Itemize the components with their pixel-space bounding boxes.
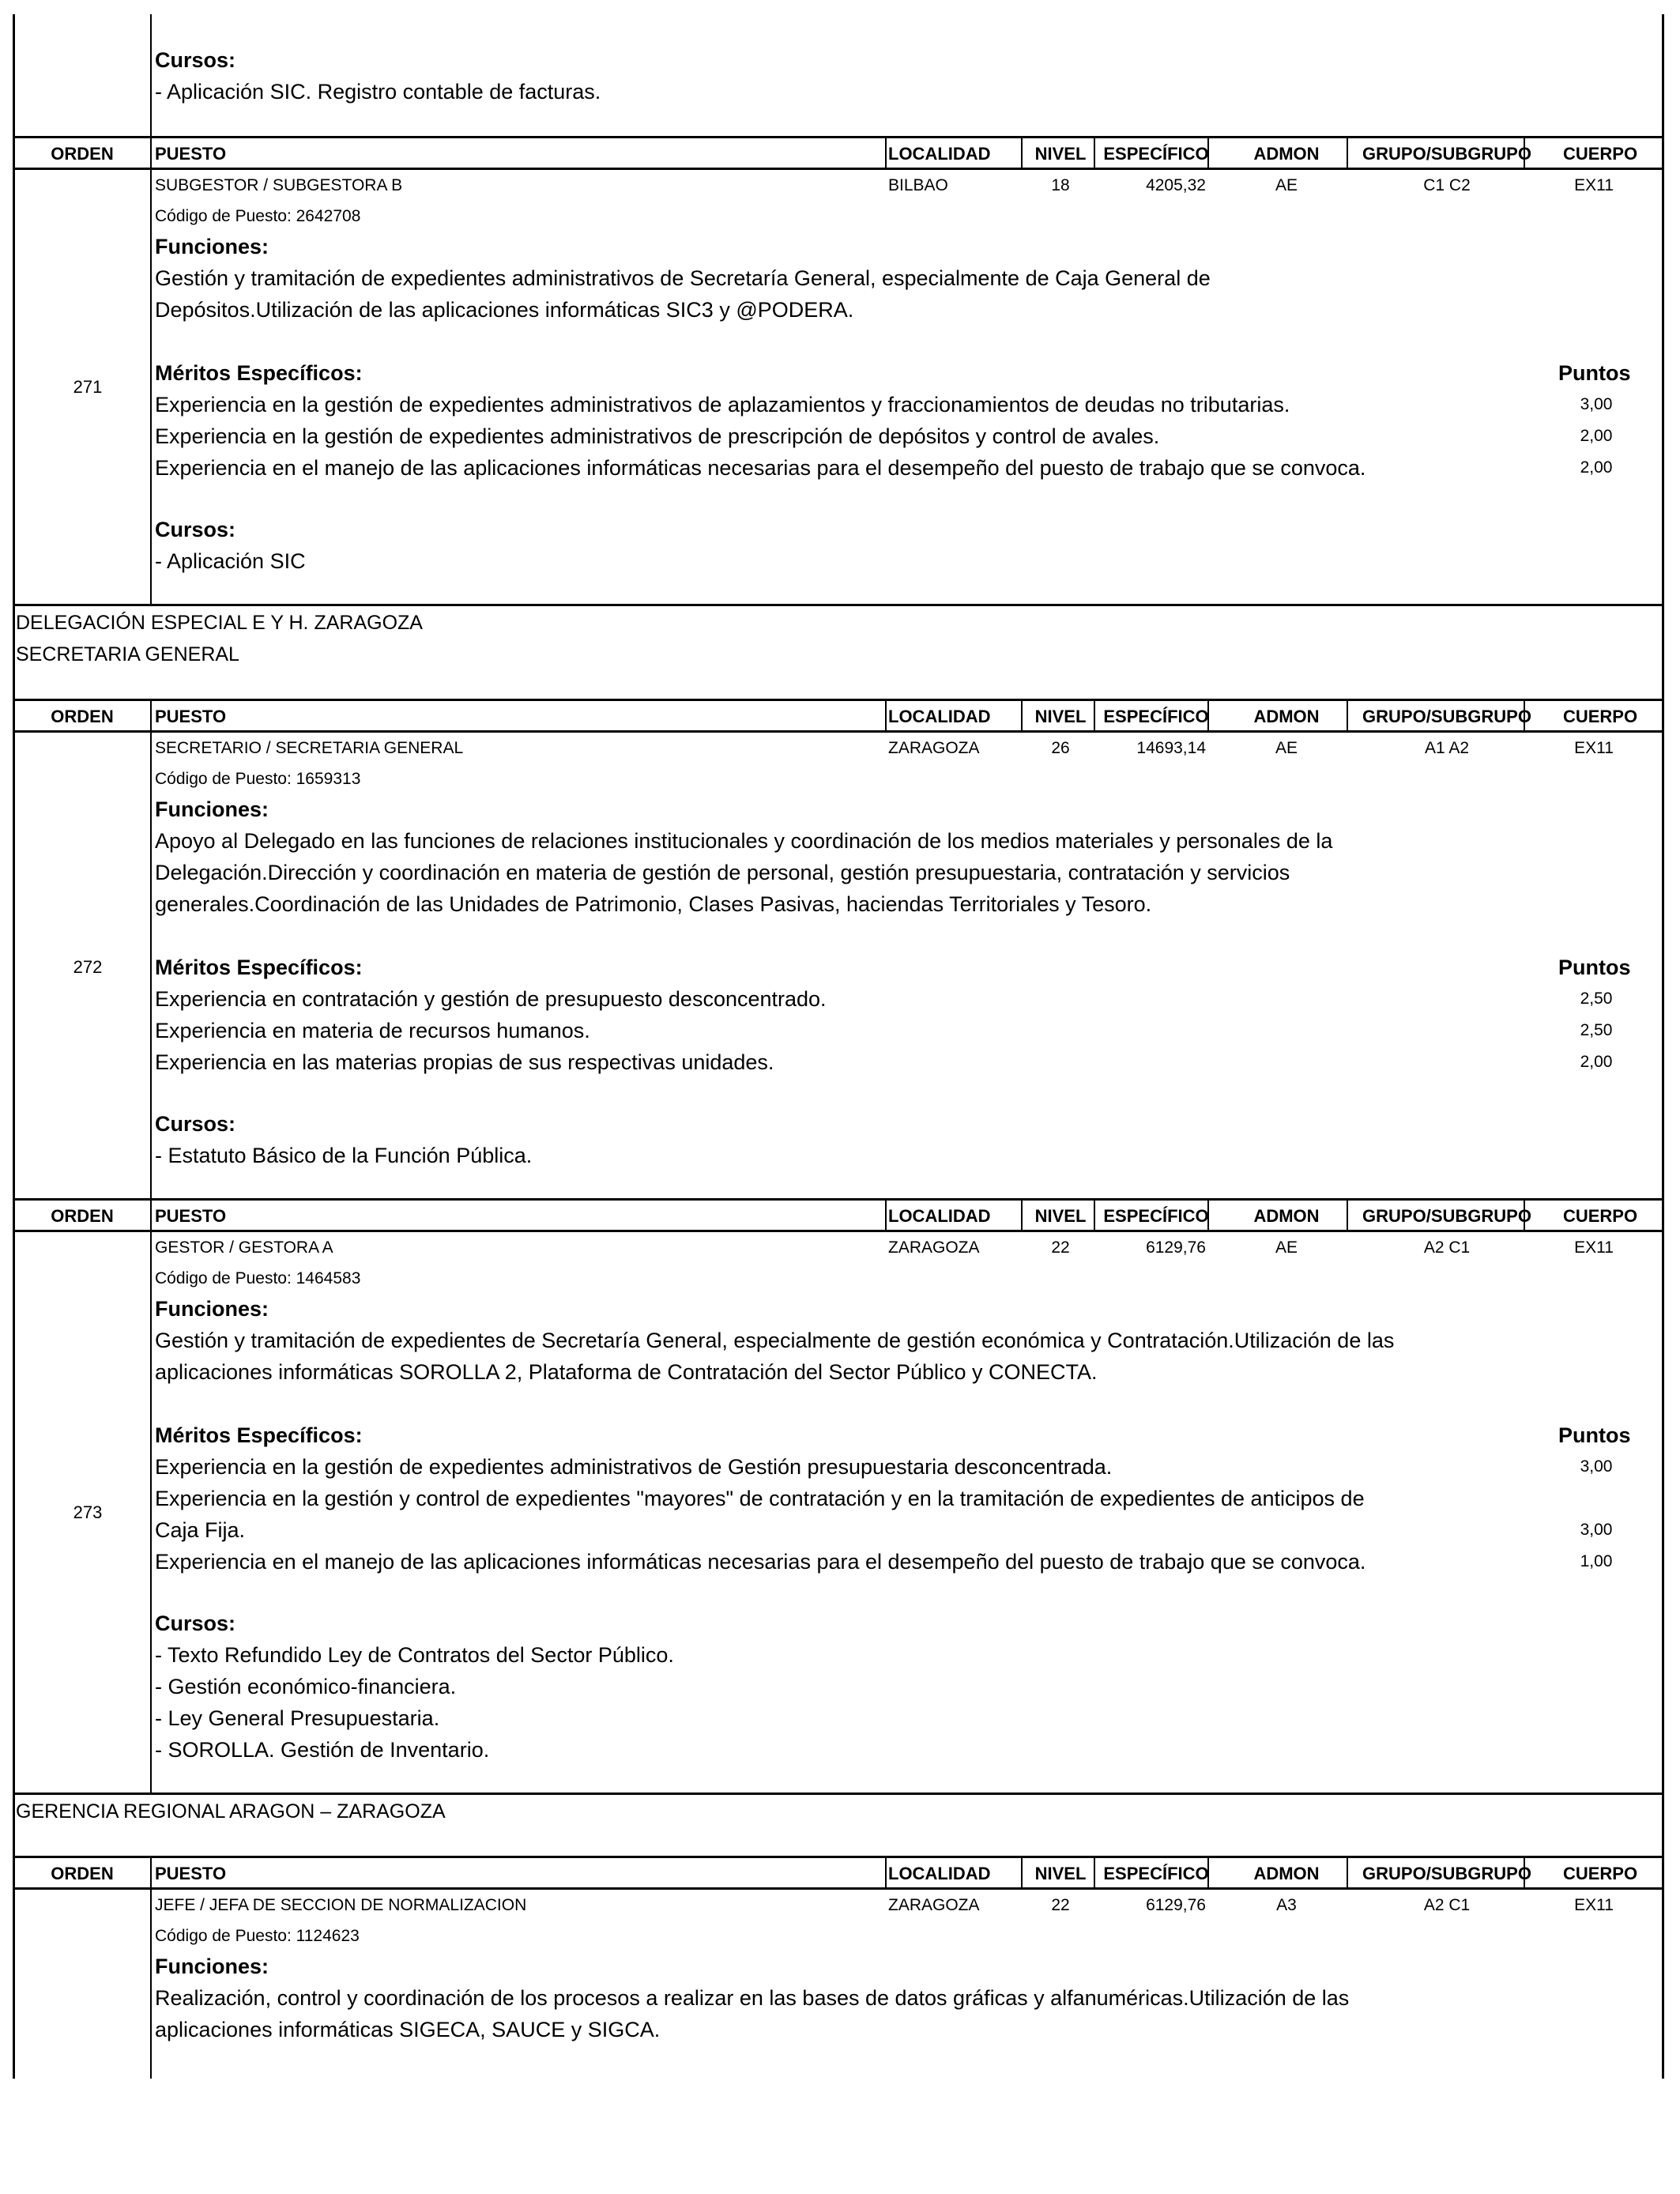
curso-item: - Aplicación SIC. Registro contable de facturas.: [155, 80, 601, 104]
cuerpo-value: EX11: [1574, 176, 1614, 194]
puesto-title: JEFE / JEFA DE SECCION DE NORMALIZACION: [155, 1896, 527, 1914]
merito-puntos: 2,00: [1580, 458, 1613, 477]
merito-puntos: 3,00: [1580, 395, 1613, 413]
header-especifico: ESPECÍFICO: [1103, 144, 1209, 164]
header-divider: [1207, 1198, 1209, 1230]
header-orden: ORDEN: [51, 1206, 114, 1226]
header-cuerpo: CUERPO: [1562, 1206, 1638, 1226]
curso-item: - Gestión económico-financiera.: [155, 1675, 457, 1698]
header-divider: [885, 699, 887, 730]
funciones-line: Delegación.Dirección y coordinación en materia de gestión de personal, gestión presupuestaria, contratación y servicios: [155, 861, 1290, 884]
admon-value: AE: [1275, 1238, 1298, 1257]
funciones-line: Realización, control y coordinación de los procesos a realizar en las bases de datos gráficas y alfanuméricas.Utilización de las: [155, 1986, 1350, 2010]
table-header: [13, 1858, 1664, 1890]
header-grupo: GRUPO/SUBGRUPO: [1362, 707, 1531, 726]
codigo-puesto: Código de Puesto: 1464583: [155, 1269, 361, 1287]
cuerpo-value: EX11: [1574, 1896, 1614, 1914]
header-puesto: PUESTO: [155, 707, 227, 726]
header-puesto: PUESTO: [155, 1864, 227, 1883]
header-divider: [1094, 1856, 1095, 1887]
merito-line: Experiencia en la gestión de expedientes administrativos de Gestión presupuestaria desconcentrada.: [155, 1455, 1113, 1479]
puntos-label: Puntos: [1558, 1423, 1631, 1447]
section-divider: [13, 604, 1664, 606]
header-divider: [1524, 1198, 1525, 1230]
orden-column-divider: [150, 1198, 152, 1794]
orden-column-divider: [150, 136, 152, 605]
table-header: [13, 1201, 1664, 1232]
funciones-label: Funciones:: [155, 235, 269, 258]
funciones-label: Funciones:: [155, 1297, 269, 1321]
curso-item: - Aplicación SIC: [155, 549, 306, 573]
header-admon: ADMON: [1253, 1864, 1320, 1883]
nivel-value: 26: [1051, 739, 1070, 757]
cursos-label: Cursos:: [155, 1612, 236, 1635]
merito-line: Experiencia en las materias propias de sus respectivas unidades.: [155, 1050, 774, 1074]
funciones-line: aplicaciones informáticas SOROLLA 2, Plataforma de Contratación del Sector Público y CONECTA.: [155, 1360, 1098, 1384]
funciones-label: Funciones:: [155, 1955, 269, 1978]
especifico-value: 6129,76: [1146, 1238, 1206, 1257]
header-divider: [1021, 1856, 1023, 1887]
section-divider: [13, 1793, 1664, 1795]
nivel-value: 18: [1051, 176, 1070, 194]
header-cuerpo: CUERPO: [1562, 707, 1638, 726]
header-divider: [885, 1856, 887, 1887]
header-divider: [1021, 1198, 1023, 1230]
nivel-value: 22: [1051, 1896, 1070, 1914]
especifico-value: 6129,76: [1146, 1896, 1206, 1914]
cuerpo-value: EX11: [1574, 1238, 1614, 1257]
codigo-puesto: Código de Puesto: 1659313: [155, 770, 361, 788]
meritos-label: Méritos Específicos:: [155, 956, 363, 979]
especifico-value: 4205,32: [1146, 176, 1206, 194]
funciones-line: Apoyo al Delegado en las funciones de relaciones institucionales y coordinación de los medios materiales y personales de la: [155, 829, 1333, 853]
grupo-value: C1 C2: [1423, 176, 1471, 194]
meritos-label: Méritos Específicos:: [155, 1423, 363, 1447]
header-divider: [1347, 136, 1348, 168]
curso-item: - SOROLLA. Gestión de Inventario.: [155, 1738, 490, 1762]
orden-value: 273: [73, 1502, 103, 1522]
merito-line: Experiencia en la gestión de expedientes administrativos de aplazamientos y fraccionamientos de deudas no tributarias.: [155, 393, 1290, 417]
header-divider: [1094, 699, 1095, 730]
header-puesto: PUESTO: [155, 144, 227, 164]
header-especifico: ESPECÍFICO: [1103, 1206, 1209, 1226]
localidad-value: ZARAGOZA: [888, 1896, 980, 1914]
meritos-label: Méritos Específicos:: [155, 361, 363, 385]
funciones-label: Funciones:: [155, 797, 269, 821]
header-nivel: NIVEL: [1034, 1206, 1087, 1226]
funciones-line: Depósitos.Utilización de las aplicaciones informáticas SIC3 y @PODERA.: [155, 298, 854, 322]
puntos-label: Puntos: [1558, 361, 1631, 385]
header-puesto: PUESTO: [155, 1206, 227, 1226]
header-grupo: GRUPO/SUBGRUPO: [1362, 1206, 1531, 1226]
funciones-line: Gestión y tramitación de expedientes de Secretaría General, especialmente de gestión económica y Contratación.Utilización de las: [155, 1329, 1395, 1352]
merito-line: Experiencia en materia de recursos humanos.: [155, 1019, 590, 1042]
cuerpo-value: EX11: [1574, 739, 1614, 757]
header-orden: ORDEN: [51, 1864, 114, 1883]
orden-column-divider: [150, 699, 152, 1200]
funciones-line: Gestión y tramitación de expedientes administrativos de Secretaría General, especialmente de Caja General de: [155, 266, 1211, 290]
header-grupo: GRUPO/SUBGRUPO: [1362, 144, 1531, 164]
cursos-label: Cursos:: [155, 518, 236, 541]
header-divider: [1094, 1198, 1095, 1230]
header-nivel: NIVEL: [1034, 1864, 1087, 1883]
especifico-value: 14693,14: [1136, 739, 1206, 757]
header-divider: [1021, 699, 1023, 730]
merito-puntos: 2,50: [1580, 1021, 1613, 1039]
header-divider: [1207, 1856, 1209, 1887]
puesto-title: GESTOR / GESTORA A: [155, 1238, 333, 1257]
section-subheading: SECRETARIA GENERAL: [16, 643, 239, 665]
admon-value: AE: [1275, 739, 1298, 757]
merito-puntos: 3,00: [1580, 1457, 1613, 1476]
orden-value: 271: [73, 377, 103, 397]
header-localidad: LOCALIDAD: [888, 144, 991, 164]
header-divider: [1524, 699, 1525, 730]
merito-line: Experiencia en la gestión de expedientes administrativos de prescripción de depósitos y control de avales.: [155, 424, 1160, 448]
grupo-value: A2 C1: [1423, 1896, 1471, 1914]
orden-column-divider: [150, 14, 152, 138]
header-admon: ADMON: [1253, 1206, 1320, 1226]
header-grupo: GRUPO/SUBGRUPO: [1362, 1864, 1531, 1883]
header-nivel: NIVEL: [1034, 707, 1087, 726]
section-heading: DELEGACIÓN ESPECIAL E Y H. ZARAGOZA: [16, 612, 423, 634]
header-divider: [1347, 1198, 1348, 1230]
puesto-title: SUBGESTOR / SUBGESTORA B: [155, 176, 403, 194]
merito-puntos: 2,50: [1580, 990, 1613, 1008]
admon-value: A3: [1276, 1896, 1297, 1914]
puntos-label: Puntos: [1558, 956, 1631, 979]
funciones-line: generales.Coordinación de las Unidades de Patrimonio, Clases Pasivas, haciendas Territoriales y Tesoro.: [155, 892, 1152, 916]
header-divider: [1524, 1856, 1525, 1887]
header-nivel: NIVEL: [1034, 144, 1087, 164]
merito-line: Experiencia en la gestión y control de expedientes "mayores" de contratación y en la tramitación de expedientes de anticipos de: [155, 1487, 1365, 1510]
table-header: [13, 138, 1664, 170]
header-localidad: LOCALIDAD: [888, 707, 991, 726]
merito-puntos: 2,00: [1580, 1053, 1613, 1071]
header-divider: [885, 1198, 887, 1230]
header-divider: [1524, 136, 1525, 168]
curso-item: - Ley General Presupuestaria.: [155, 1706, 440, 1730]
merito-line: Experiencia en contratación y gestión de presupuesto desconcentrado.: [155, 987, 827, 1011]
curso-item: - Estatuto Básico de la Función Pública.: [155, 1144, 533, 1167]
merito-line: Experiencia en el manejo de las aplicaciones informáticas necesarias para el desempeño del puesto de trabajo que se convoca.: [155, 1550, 1366, 1574]
puesto-title: SECRETARIO / SECRETARIA GENERAL: [155, 739, 464, 757]
header-especifico: ESPECÍFICO: [1103, 707, 1209, 726]
merito-puntos: 3,00: [1580, 1521, 1613, 1539]
header-orden: ORDEN: [51, 144, 114, 164]
header-divider: [1094, 136, 1095, 168]
header-divider: [1021, 136, 1023, 168]
header-localidad: LOCALIDAD: [888, 1864, 991, 1883]
cursos-label: Cursos:: [155, 1112, 236, 1136]
localidad-value: ZARAGOZA: [888, 739, 980, 757]
funciones-line: aplicaciones informáticas SIGECA, SAUCE y SIGCA.: [155, 2018, 661, 2041]
section-heading: GERENCIA REGIONAL ARAGON – ZARAGOZA: [16, 1800, 446, 1823]
header-especifico: ESPECÍFICO: [1103, 1864, 1209, 1883]
header-cuerpo: CUERPO: [1562, 1864, 1638, 1883]
header-divider: [1347, 699, 1348, 730]
admon-value: AE: [1275, 176, 1298, 194]
header-cuerpo: CUERPO: [1562, 144, 1638, 164]
merito-puntos: 1,00: [1580, 1552, 1613, 1570]
localidad-value: BILBAO: [888, 176, 948, 194]
header-divider: [1207, 699, 1209, 730]
grupo-value: A1 A2: [1424, 739, 1470, 757]
orden-value: 272: [73, 957, 103, 977]
merito-line: Caja Fija.: [155, 1518, 246, 1542]
header-divider: [885, 136, 887, 168]
nivel-value: 22: [1051, 1238, 1070, 1257]
header-divider: [1347, 1856, 1348, 1887]
cursos-label: Cursos:: [155, 48, 236, 72]
table-header: [13, 701, 1664, 733]
header-orden: ORDEN: [51, 707, 114, 726]
header-localidad: LOCALIDAD: [888, 1206, 991, 1226]
codigo-puesto: Código de Puesto: 2642708: [155, 207, 361, 225]
curso-item: - Texto Refundido Ley de Contratos del Sector Público.: [155, 1643, 674, 1667]
codigo-puesto: Código de Puesto: 1124623: [155, 1927, 360, 1945]
header-divider: [1207, 136, 1209, 168]
localidad-value: ZARAGOZA: [888, 1238, 980, 1257]
grupo-value: A2 C1: [1423, 1238, 1471, 1257]
merito-puntos: 2,00: [1580, 427, 1613, 445]
header-admon: ADMON: [1253, 707, 1320, 726]
merito-line: Experiencia en el manejo de las aplicaciones informáticas necesarias para el desempeño del puesto de trabajo que se convoca.: [155, 456, 1366, 480]
header-admon: ADMON: [1253, 144, 1320, 164]
